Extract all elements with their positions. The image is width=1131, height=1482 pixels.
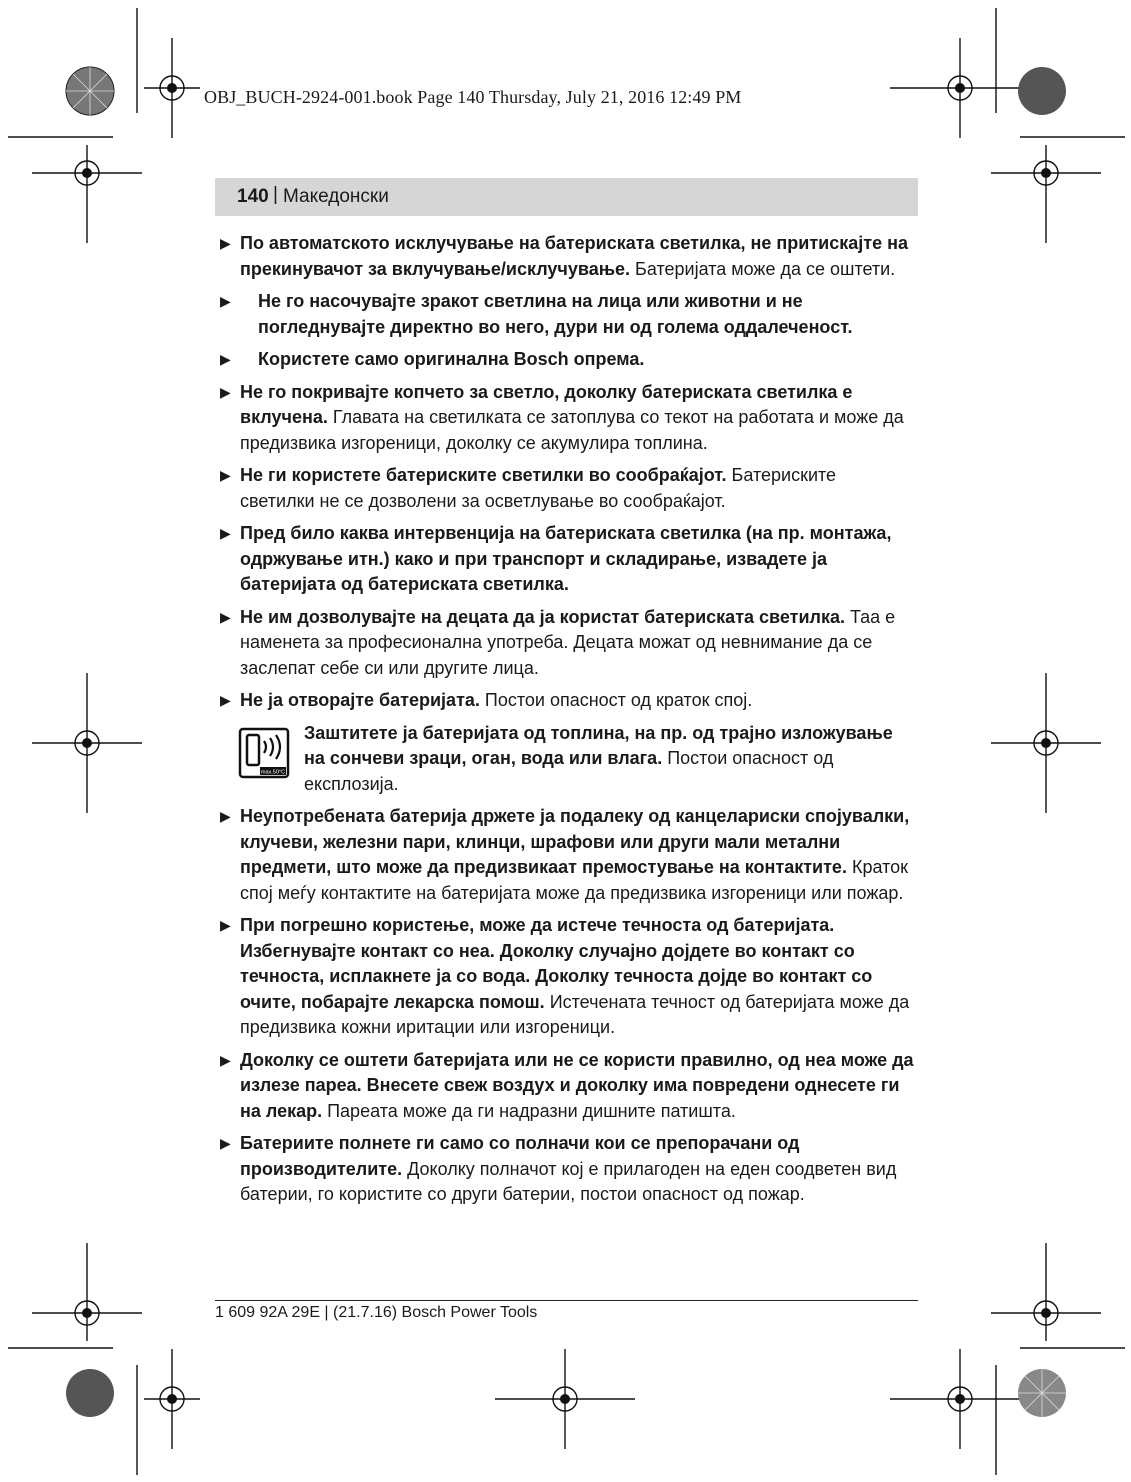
- bullet-arrow-icon: ▶: [220, 692, 231, 708]
- bullet-arrow-icon: ▶: [220, 235, 231, 251]
- page-header: [215, 178, 918, 216]
- bullet-arrow-icon: ▶: [220, 383, 231, 400]
- safety-instructions: [218, 231, 915, 1215]
- bullet-arrow-icon: ▶: [220, 1135, 231, 1151]
- list-item: ▶ Пред било каква интервенција на батериската светилка (на пр. монтажа, одржување итн.) како и при транспорт и складирање, извадете ја батеријата од батериската светилка.: [220, 523, 892, 594]
- page-footer: 1 609 92A 29E | (21.7.16) Bosch Power Tools: [215, 1304, 538, 1321]
- heat-protection-icon: [238, 727, 290, 779]
- bullet-arrow-icon: ▶: [220, 917, 231, 933]
- list-item: ▶ Не им дозволувајте на децата да ја користат батериската светилка. Таа е наменета за професионална употреба. Децата можат од невнимание да се заслепат себе си или другите лица.: [220, 606, 896, 678]
- list-item: ▶ Не го покривајте копчето за светло, доколку батериската светилка е вклучена. Главата на светилката се затоплува со текот на работата и може да предизвика изгореници, доколку се акумулира топлина.: [220, 381, 904, 453]
- list-item: ▶ Батериите полнете ги само со полначи кои се препорачани од производителите. Доколку полначот кој е прилагоден на еден соодветен вид батерии, го користите со други батерии, постои опасност од пожар.: [220, 1133, 897, 1204]
- bullet-arrow-icon: ▶: [220, 525, 231, 541]
- svg-text:max.50°C: max.50°C: [260, 769, 286, 775]
- list-item-with-icon: max.50°C Заштитете ја батеријата од топлина, на пр. од трајно изложување на сончеви зраци, оган, вода или влага. Постои опасност од експлозија.: [218, 721, 915, 798]
- page-number: 140: [237, 186, 269, 207]
- list-item: ▶ Не ја отворајте батеријата. Постои опасност од краток спој.: [218, 688, 915, 714]
- list-item: ▶ При погрешно користење, може да истече течноста од батеријата. Избегнувајте контакт со неа. Доколку случајно дојдете во контакт со течноста, исплакнете ја со вода. Доколку течноста дојде во контакт со очите, побарајте лекарска помош. Истечената течност од батеријата може да предизвика кожни иритации или изгореници.: [220, 915, 910, 1037]
- list-item: ▶ Неупотребената батерија држете ја подалеку од канцелариски спојувалки, клучеви, железни пари, клинци, шрафови или други мали метални предмети, што може да предизвикаат премостување на контактите. Краток спој меѓу контактите на батеријата може да предизвика изгореници или пожар.: [220, 806, 910, 903]
- header-separator: |: [273, 184, 278, 205]
- list-item: ▶ Доколку се оштети батеријата или не се користи правилно, од неа може да излезе пареа. Внесете свеж воздух и доколку има повредени однесете ги на лекар. Пареата може да ги надразни дишните патишта.: [220, 1049, 914, 1121]
- footer-rule: [215, 1300, 918, 1301]
- list-item: ▶ По автоматското исклучување на батериската светилка, не притискајте на прекинувачот за вклучување/исклучување. Батеријата може да се оштети.: [220, 233, 908, 279]
- bullet-arrow-icon: ▶: [220, 293, 231, 309]
- list-item: ▶ Користете само оригинална Bosch опрема.: [218, 347, 915, 373]
- bullet-arrow-icon: ▶: [220, 608, 231, 625]
- list-item: ▶ Не го насочувајте зракот светлина на лица или животни и не погледнувајте директно во него, дури ни од голема оддалеченост.: [220, 291, 853, 337]
- bullet-arrow-icon: ▶: [220, 808, 231, 824]
- section-language: Македонски: [283, 186, 389, 207]
- bullet-arrow-icon: ▶: [220, 1051, 231, 1068]
- book-slug: OBJ_BUCH-2924-001.book Page 140 Thursday, July 21, 2016 12:49 PM: [204, 87, 742, 107]
- list-item: ▶ Не ги користете батериските светилки во сообраќајот. Батериските светилки не се дозволени за осветлување во сообраќајот.: [220, 465, 837, 511]
- bullet-arrow-icon: ▶: [220, 467, 231, 483]
- bullet-arrow-icon: ▶: [220, 351, 231, 367]
